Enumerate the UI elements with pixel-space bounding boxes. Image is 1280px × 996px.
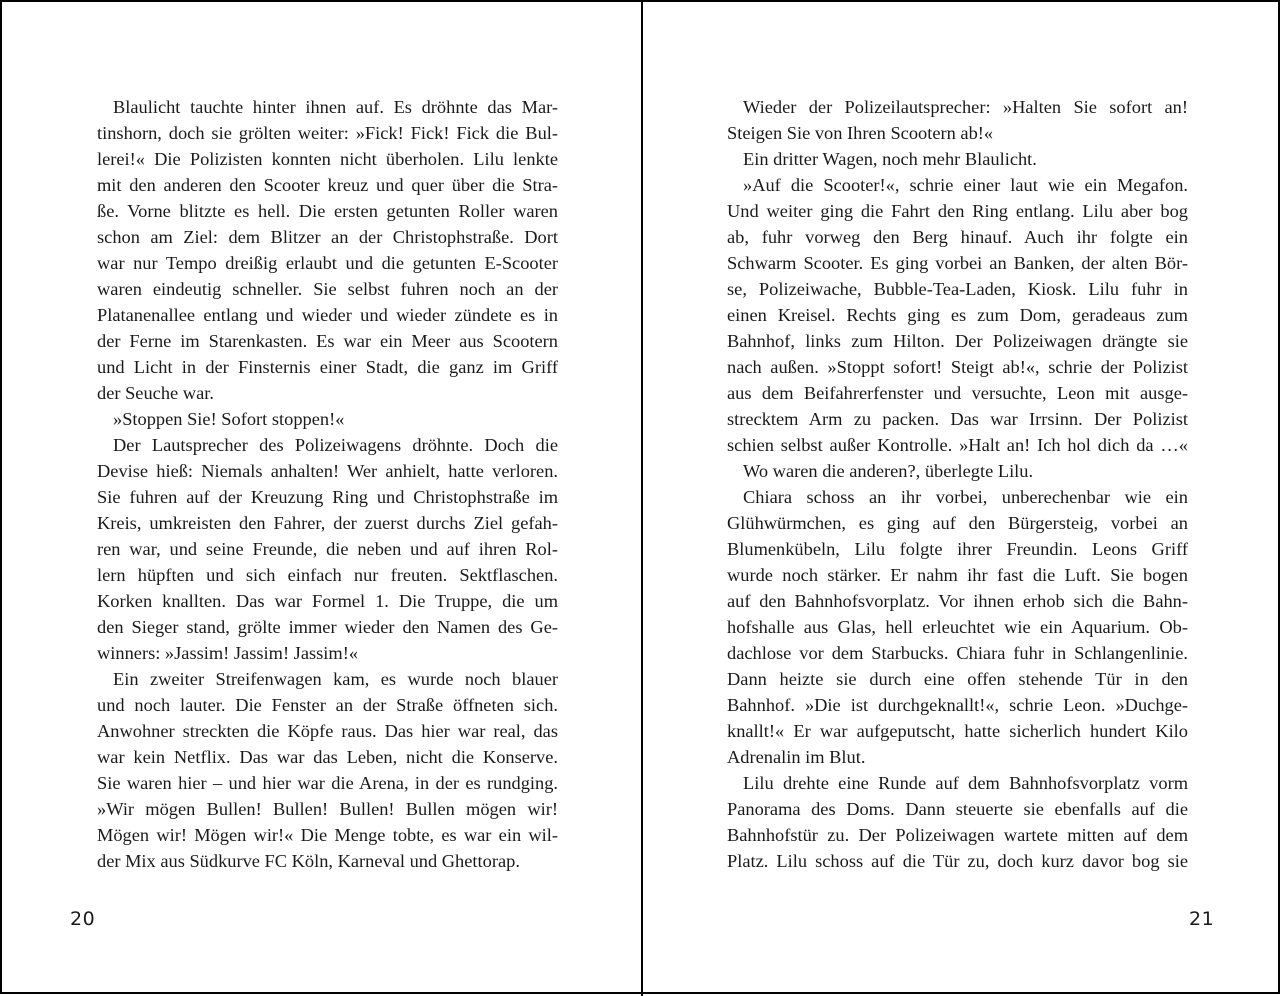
text-line: Devise hieß: Niemals anhalten! Wer anhielt, hatte verloren. (97, 461, 558, 481)
left-page-number: 20 (70, 908, 96, 930)
text-line: Steigen Sie von Ihren Scootern ab!« (727, 123, 994, 143)
text-line: mit den anderen den Scooter kreuz und quer über die Stra- (97, 175, 558, 195)
text-line: Ein zweiter Streifenwagen kam, es wurde noch blauer (113, 669, 558, 689)
text-line: auf den Bahnhofsvorplatz. Vor ihnen erhob sich die Bahn- (727, 591, 1188, 611)
text-line: Und weiter ging die Fahrt den Ring entlang. Lilu aber bog (727, 201, 1188, 221)
text-line: einen Kreisel. Rechts ging es zum Dom, geradeaus zum (727, 305, 1188, 325)
text-line: Lilu drehte eine Runde auf dem Bahnhofsvorplatz vorm (743, 773, 1188, 793)
text-line: tinshorn, doch sie grölten weiter: »Fick! Fick! Fick die Bul- (97, 123, 558, 143)
text-line: lerei!« Die Polizisten konnten nicht überholen. Lilu lenkte (97, 149, 558, 169)
text-line: »Stoppen Sie! Sofort stoppen!« (113, 409, 345, 429)
text-line: und noch lauter. Die Fenster an der Straße öffneten sich. (97, 695, 558, 715)
text-line: Glühwürmchen, es ging auf den Bürgersteig, vorbei an (727, 513, 1188, 533)
text-line: war kein Netflix. Das war das Leben, nicht die Konserve. (97, 747, 558, 767)
text-line: »Wir mögen Bullen! Bullen! Bullen! Bullen mögen wir! (97, 799, 558, 819)
right-page-text (727, 94, 1188, 874)
text-line: Anwohner streckten die Köpfe raus. Das hier war real, das (97, 721, 558, 741)
text-line: Dann heizte sie durch eine offen stehende Tür in den (727, 669, 1188, 689)
text-line: der Ferne im Starenkasten. Es war ein Meer aus Scootern (97, 331, 558, 351)
left-page-text (97, 94, 558, 874)
text-line: Korken knallten. Das war Formel 1. Die Truppe, die um (97, 591, 558, 611)
text-line: ren war, und seine Freunde, die neben und auf ihren Rol- (97, 539, 558, 559)
text-line: Bahnhofstür zu. Der Polizeiwagen wartete mitten auf dem (727, 825, 1188, 845)
text-line: der Mix aus Südkurve FC Köln, Karneval und Ghettorap. (97, 851, 520, 871)
text-line: Sie fuhren auf der Kreuzung Ring und Christophstraße im (97, 487, 558, 507)
text-line: »Auf die Scooter!«, schrie einer laut wie ein Megafon. (743, 175, 1188, 195)
text-line: Der Lautsprecher des Polizeiwagens dröhnte. Doch die (113, 435, 558, 455)
text-line: der Seuche war. (97, 383, 214, 403)
text-line: den Sieger stand, grölte immer wieder den Namen des Ge- (97, 617, 558, 637)
left-page (2, 2, 640, 996)
text-line: strecktem Arm zu packen. Das war Irrsinn. Der Polizist (727, 409, 1188, 429)
right-page-number: 21 (1189, 908, 1215, 930)
text-line: Blumenkübeln, Lilu folgte ihrer Freundin. Leons Griff (727, 539, 1188, 559)
text-line: Ein dritter Wagen, noch mehr Blaulicht. (743, 149, 1037, 169)
text-line: Platanenallee entlang und wieder und wieder zündete es in (97, 305, 558, 325)
text-line: knallt!« Er war aufgeputscht, hatte sicherlich hundert Kilo (727, 721, 1188, 741)
text-line: Bahnhof, links zum Hilton. Der Polizeiwagen drängte sie (727, 331, 1188, 351)
text-line: lern hüpften und sich einfach nur freuten. Sektflaschen. (97, 565, 558, 585)
text-line: Sie waren hier – und hier war die Arena, in der es rundging. (97, 773, 558, 793)
text-line: aus dem Beifahrerfenster und versuchte, Leon mit ausge- (727, 383, 1188, 403)
text-line: ße. Vorne blitzte es hell. Die ersten getunten Roller waren (97, 201, 558, 221)
text-line: se, Polizeiwache, Bubble-Tea-Laden, Kiosk. Lilu fuhr in (727, 279, 1188, 299)
text-line: Wo waren die anderen?, überlegte Lilu. (743, 461, 1034, 481)
text-line: nach außen. »Stoppt sofort! Steigt ab!«, schrie der Polizist (727, 357, 1188, 377)
text-line: hofshalle aus Glas, hell erleuchtet wie ein Aquarium. Ob- (727, 617, 1188, 637)
text-line: und Licht in der Finsternis einer Stadt, die ganz im Griff (97, 357, 558, 377)
text-line: wurde noch stärker. Er nahm ihr fast die Luft. Sie bogen (727, 565, 1188, 585)
text-line: dachlose vor dem Starbucks. Chiara fuhr in Schlangenlinie. (727, 643, 1188, 663)
text-line: Schwarm Scooter. Es ging vorbei an Banken, der alten Bör- (727, 253, 1188, 273)
text-line: Wieder der Polizeilautsprecher: »Halten Sie sofort an! (743, 97, 1188, 117)
text-line: Chiara schoss an ihr vorbei, unberechenbar wie ein (743, 487, 1188, 507)
text-line: Platz. Lilu schoss auf die Tür zu, doch kurz davor bog sie (727, 851, 1188, 871)
text-line: schien selbst außer Kontrolle. »Halt an! Ich hol dich da …« (727, 435, 1188, 455)
text-line: waren eindeutig schneller. Sie selbst fuhren noch an der (97, 279, 558, 299)
text-line: Panorama des Doms. Dann steuerte sie ebenfalls auf die (727, 799, 1188, 819)
text-line: schon am Ziel: dem Blitzer an der Christophstraße. Dort (97, 227, 558, 247)
text-line: winners: »Jassim! Jassim! Jassim!« (97, 643, 359, 663)
text-line: ab, fuhr vorweg den Berg hinauf. Auch ihr folgte ein (727, 227, 1188, 247)
text-line: Adrenalin im Blut. (727, 747, 866, 767)
text-line: Blaulicht tauchte hinter ihnen auf. Es dröhnte das Mar- (113, 97, 558, 117)
right-page (643, 2, 1280, 996)
text-line: Mögen wir! Mögen wir!« Die Menge tobte, es war ein wil- (97, 825, 558, 845)
text-line: war nur Tempo dreißig erlaubt und die getunten E-Scooter (97, 253, 558, 273)
text-line: Kreis, umkreisten den Fahrer, der zuerst durchs Ziel gefah- (97, 513, 558, 533)
text-line: Bahnhof. »Die ist durchgeknallt!«, schrie Leon. »Duchge- (727, 695, 1188, 715)
